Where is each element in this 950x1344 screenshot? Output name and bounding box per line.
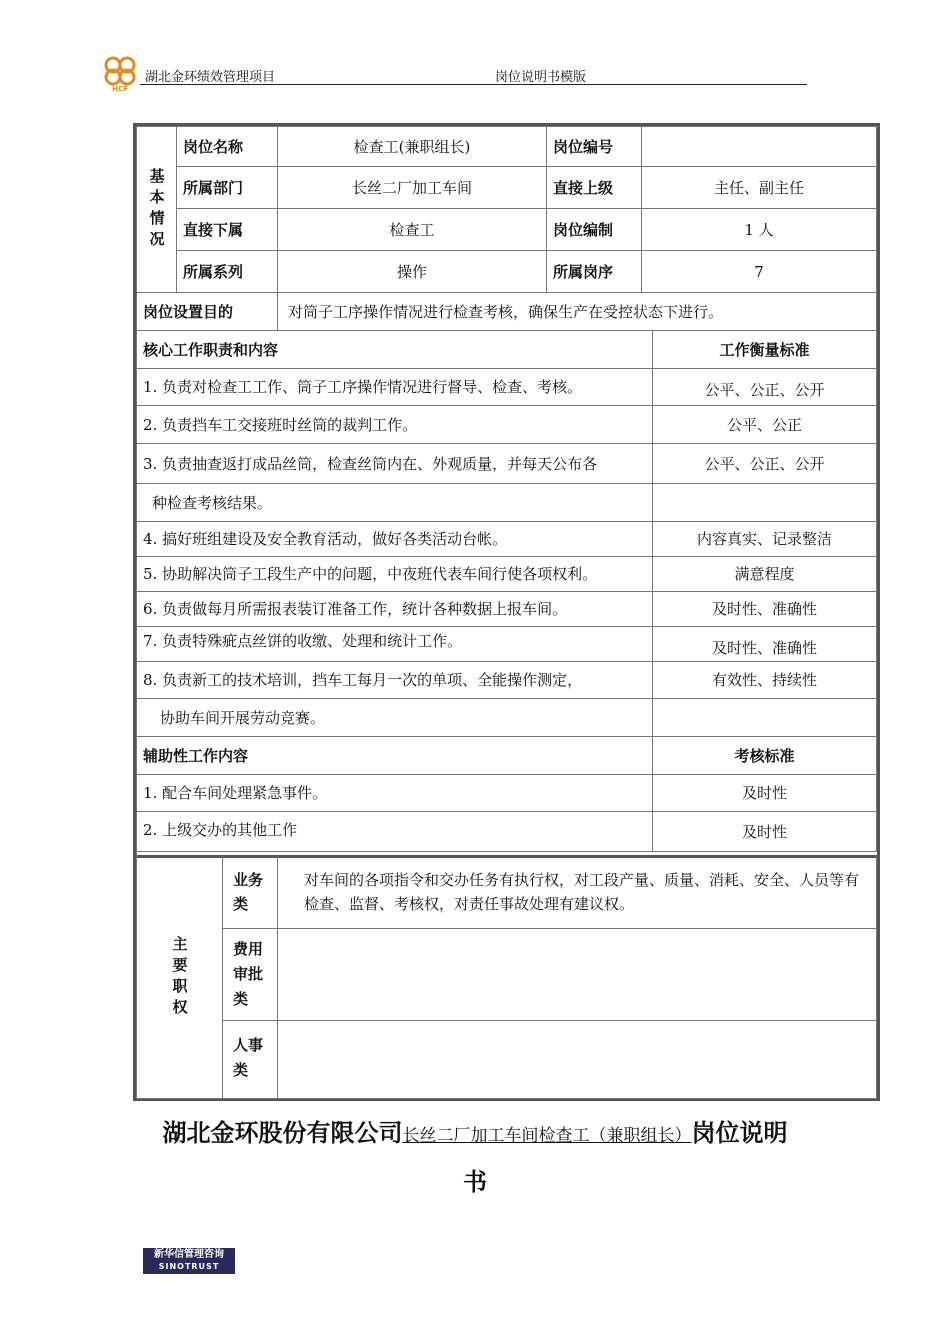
- label-position-code: 岗位编号: [547, 127, 642, 167]
- title-suffix: 岗位说明: [691, 1119, 788, 1147]
- document-title-continued: 书: [463, 1168, 487, 1196]
- label-rank: 所属岗序: [547, 251, 642, 293]
- job-description-table: [136, 126, 879, 1099]
- label-subordinates: 直接下属: [177, 209, 278, 251]
- label-purpose: 岗位设置目的: [137, 293, 278, 331]
- label-direct-superior: 直接上级: [547, 167, 642, 209]
- core-standard-cell: 公平、公正: [653, 406, 877, 444]
- header-doc-type: 岗位说明书模版: [495, 70, 587, 85]
- value-purpose: 对筒子工序操作情况进行检查考核，确保生产在受控状态下进行。: [278, 293, 877, 331]
- value-position-code: [642, 127, 877, 167]
- core-duty-row: 7. 负责特殊疵点丝饼的收缴、处理和统计工作。: [137, 627, 653, 662]
- document-title: [0, 1113, 950, 1148]
- core-duties-header: 核心工作职责和内容: [137, 331, 653, 369]
- authority-section-label: 主要职权: [137, 855, 223, 1099]
- label-series: 所属系列: [177, 251, 278, 293]
- authority-text-personnel: [278, 1021, 877, 1099]
- core-duty-row: 6. 负责做每月所需报表装订准备工作，统计各种数据上报车间。: [137, 592, 653, 627]
- consultancy-logo-en: SINOTRUST: [158, 1262, 220, 1271]
- authority-type-expense: 费用审批类: [223, 929, 278, 1021]
- core-standard-header: 工作衡量标准: [653, 331, 877, 369]
- aux-duty-row: 2. 上级交办的其他工作: [137, 812, 653, 852]
- core-duty-row-continued: 协助车间开展劳动竞赛。: [137, 699, 653, 737]
- value-position-name: 检查工(兼职组长): [278, 127, 547, 167]
- authority-text-expense: [278, 929, 877, 1021]
- title-position: 长丝二厂加工车间检查工（兼职组长）: [402, 1126, 692, 1146]
- core-duty-row: 8. 负责新工的技术培训，挡车工每月一次的单项、全能操作测定，: [137, 662, 653, 699]
- label-headcount: 岗位编制: [547, 209, 642, 251]
- aux-duty-row: 1. 配合车间处理紧急事件。: [137, 775, 653, 812]
- core-standard-cell: 及时性、准确性: [653, 592, 877, 627]
- core-standard-cell: 及时性、准确性: [653, 627, 877, 662]
- consultancy-logo-cn: 新华信管理咨询: [154, 1249, 224, 1260]
- core-duty-row: 5. 协助解决筒子工段生产中的问题，中夜班代表车间行使各项权利。: [137, 557, 653, 592]
- core-standard-cell: 有效性、持续性: [653, 662, 877, 699]
- aux-duties-header: 辅助性工作内容: [137, 737, 653, 775]
- core-duty-row: 2. 负责挡车工交接班时丝筒的裁判工作。: [137, 406, 653, 444]
- core-standard-cell: 满意程度: [653, 557, 877, 592]
- value-rank: 7: [642, 251, 877, 293]
- core-duty-row: 1. 负责对检查工工作、筒子工序操作情况进行督导、检查、考核。: [137, 369, 653, 406]
- value-department: 长丝二厂加工车间: [278, 167, 547, 209]
- value-subordinates: 检查工: [278, 209, 547, 251]
- aux-standard-cell: 及时性: [653, 775, 877, 812]
- label-position-name: 岗位名称: [177, 127, 278, 167]
- authority-type-business: 业务类: [223, 855, 278, 929]
- core-standard-cell: 公平、公正、公开: [653, 444, 877, 484]
- authority-text-business: 对车间的各项指令和交办任务有执行权，对工段产量、质量、消耗、安全、人员等有检查、监督、考核权，对责任事故处理有建议权。: [278, 855, 877, 929]
- core-standard-cell: 内容真实、记录整洁: [653, 522, 877, 557]
- core-standard-cell: [653, 699, 877, 737]
- company-logo: [100, 52, 140, 92]
- core-duty-row: 3. 负责抽查返打成品丝筒，检查丝筒内在、外观质量，并每天公布各: [137, 444, 653, 484]
- basic-section-label: 基本情况: [137, 127, 177, 293]
- consultancy-logo: [143, 1248, 235, 1274]
- aux-standard-header: 考核标准: [653, 737, 877, 775]
- label-department: 所属部门: [177, 167, 278, 209]
- header-divider: [140, 84, 807, 85]
- core-standard-cell: [653, 484, 877, 522]
- value-headcount: 1 人: [642, 209, 877, 251]
- svg-text:HCF: HCF: [112, 85, 128, 92]
- aux-standard-cell: 及时性: [653, 812, 877, 852]
- title-company: 湖北金环股份有限公司: [162, 1119, 403, 1147]
- core-duty-row-continued: 种检查考核结果。: [137, 484, 653, 522]
- authority-type-personnel: 人事类: [223, 1021, 278, 1099]
- value-direct-superior: 主任、副主任: [642, 167, 877, 209]
- value-series: 操作: [278, 251, 547, 293]
- header-project-name: 湖北金环绩效管理项目: [145, 70, 276, 85]
- core-standard-cell: 公平、公正、公开: [653, 369, 877, 406]
- core-duty-row: 4. 搞好班组建设及安全教育活动，做好各类活动台帐。: [137, 522, 653, 557]
